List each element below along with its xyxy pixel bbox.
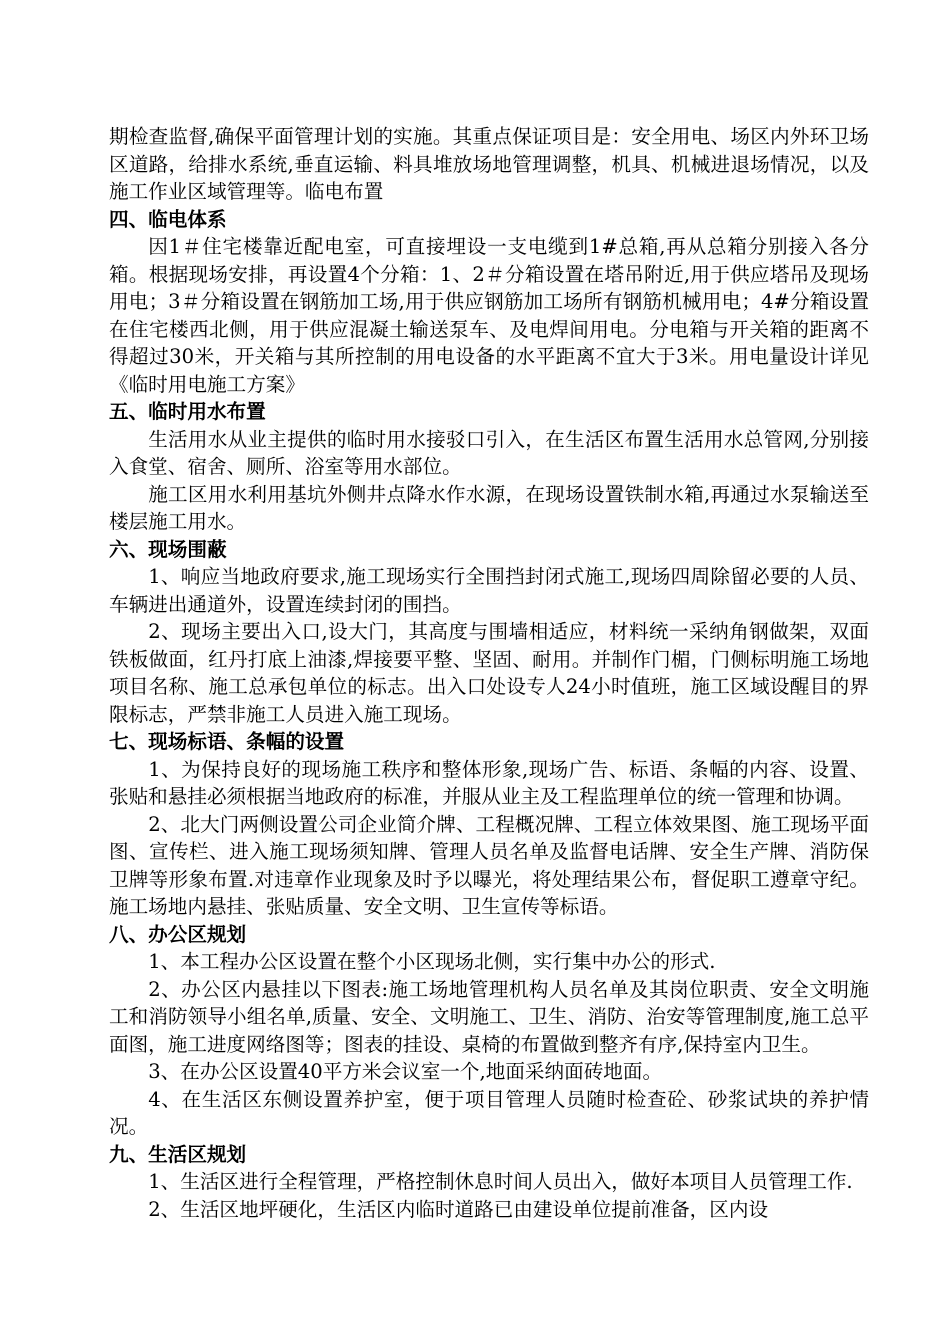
paragraph-living-1: 1、生活区进行全程管理，严格控制休息时间人员出入，做好本项目人员管理工作. (148, 1170, 853, 1193)
section-heading-living-area: 九、生活区规划 (109, 1142, 247, 1166)
paragraph-office-2: 2、办公区内悬挂以下图表:施工场地管理机构人员名单及其岗位职责、安全文明施工和消防领导小组名单,质量、安全、文明施工、卫生、消防、治安等管理制度,施工总平面图，施工进度网络图等；图表的挂设、桌椅的布置做到整齐有序,保持室内卫生。 (109, 977, 869, 1056)
paragraph-domestic-water: 生活用水从业主提供的临时用水接驳口引入，在生活区布置生活用水总管网,分别接入食堂、宿舍、厕所、浴室等用水部位。 (109, 427, 869, 478)
document-page (109, 123, 869, 1223)
paragraph-electrical-layout: 因1＃住宅楼靠近配电室，可直接埋设一支电缆到1#总箱,再从总箱分别接入各分箱。根据现场安排，再设置4个分箱：1、2＃分箱设置在塔吊附近,用于供应塔吊及现场用电；3＃分箱设置在钢筋加工场,用于供应钢筋加工场所有钢筋机械用电；4#分箱设置在住宅楼西北侧，用于供应混凝土输送泵车、及电焊间用电。分电箱与开关箱的距离不得超过30米，开关箱与其所控制的用电设备的水平距离不宜大于3米。用电量设计详见《临时用电施工方案》 (109, 235, 869, 396)
paragraph-continuation: 期检查监督,确保平面管理计划的实施。其重点保证项目是：安全用电、场区内外环卫场区道路，给排水系统,垂直运输、料具堆放场地管理调整，机具、机械进退场情况，以及施工作业区域管理等。临电布置 (109, 125, 869, 203)
paragraph-enclosure-2: 2、现场主要出入口,设大门，其高度与围墙相适应，材料统一采纳角钢做架，双面铁板做面，红丹打底上油漆,焊接要平整、坚固、耐用。并制作门楣，门侧标明施工场地项目名称、施工总承包单位的标志。出入口处设专人24小时值班，施工区域设醒目的界限标志，严禁非施工人员进入施工现场。 (109, 620, 869, 726)
paragraph-slogans-2: 2、北大门两侧设置公司企业简介牌、工程概况牌、工程立体效果图、施工现场平面图、宣传栏、进入施工现场须知牌、管理人员名单及监督电话牌、安全生产牌、消防保卫牌等形象布置.对违章作业现象及时予以曝光，将处理结果公布，督促职工遵章守纪。施工场地内悬挂、张贴质量、安全文明、卫生宣传等标语。 (109, 812, 869, 918)
paragraph-slogans-1: 1、为保持良好的现场施工秩序和整体形象,现场广告、标语、条幅的内容、设置、张贴和悬挂必须根据当地政府的标准，并服从业主及工程监理单位的统一管理和协调。 (109, 757, 869, 808)
paragraph-living-2: 2、生活区地坪硬化，生活区内临时道路已由建设单位提前准备，区内设 (148, 1197, 769, 1221)
section-heading-electrical-system: 四、临电体系 (109, 207, 227, 231)
section-heading-slogans-banners: 七、现场标语、条幅的设置 (109, 730, 345, 753)
section-heading-site-enclosure: 六、现场围蔽 (109, 537, 227, 561)
section-heading-temporary-water: 五、临时用水布置 (109, 400, 266, 423)
paragraph-enclosure-1: 1、响应当地政府要求,施工现场实行全围挡封闭式施工,现场四周除留必要的人员、车辆进出通道外，设置连续封闭的围挡。 (109, 565, 869, 616)
paragraph-construction-water: 施工区用水利用基坑外侧井点降水作水源，在现场设置铁制水箱,再通过水泵输送至楼层施工用水。 (109, 482, 869, 533)
paragraph-office-4: 4、在生活区东侧设置养护室，便于项目管理人员随时检查砼、砂浆试块的养护情况。 (109, 1087, 869, 1138)
paragraph-office-3: 3、在办公区设置40平方米会议室一个,地面采纳面砖地面。 (148, 1060, 663, 1083)
paragraph-office-1: 1、本工程办公区设置在整个小区现场北侧，实行集中办公的形式. (148, 950, 716, 973)
section-heading-office-area: 八、办公区规划 (109, 922, 247, 946)
